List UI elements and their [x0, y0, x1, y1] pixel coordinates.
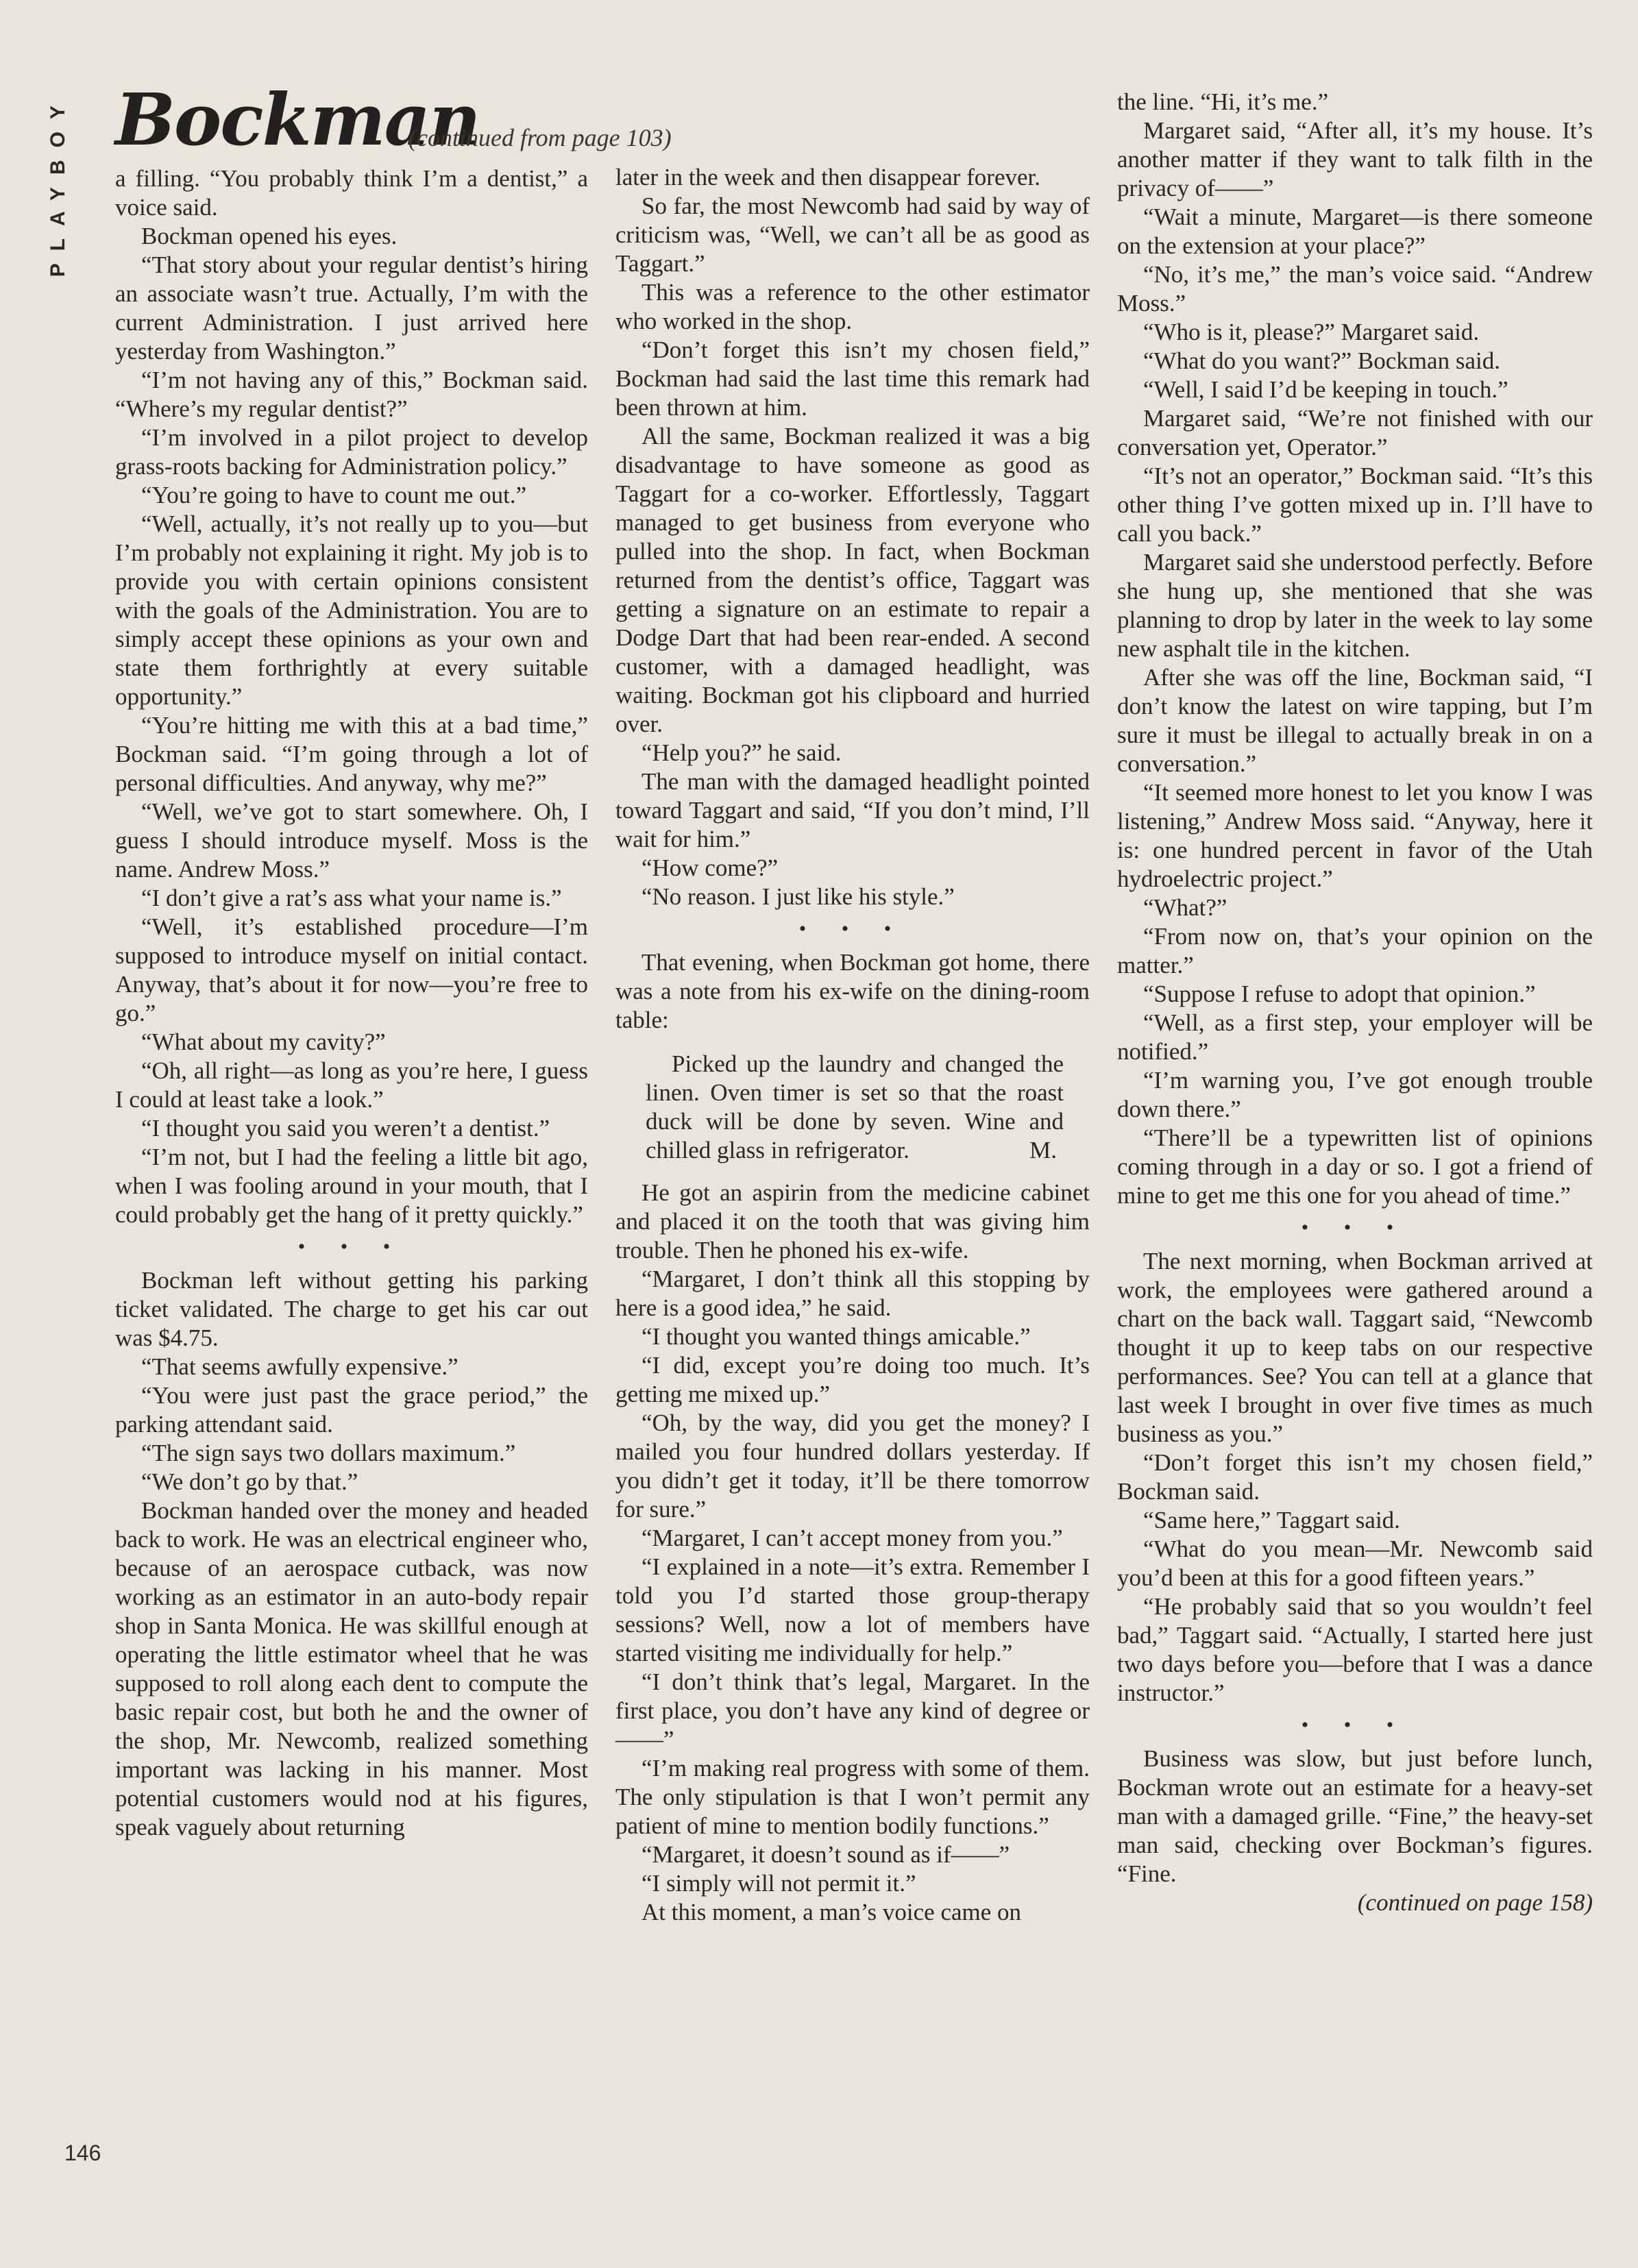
text-column-2 — [615, 163, 1090, 1927]
paragraph: “From now on, that’s your opinion on the matter.” — [1117, 923, 1593, 978]
paragraph: “You’re hitting me with this at a bad time,” Bockman said. “I’m going through a lot of personal difficulties. And anyway, why me?” — [115, 712, 588, 796]
paragraph: “What do you mean—Mr. Newcomb said you’d been at this for a good fifteen years.” — [1117, 1536, 1593, 1591]
paragraph: “We don’t go by that.” — [141, 1468, 358, 1495]
ex-wife-note — [646, 1050, 1064, 1165]
paragraph: “Well, we’ve got to start somewhere. Oh, I guess I should introduce myself. Moss is the name. Andrew Moss.” — [115, 798, 588, 883]
paragraph: “What?” — [1143, 894, 1227, 921]
paragraph: “Don’t forget this isn’t my chosen field,” Bockman had said the last time this remark had been thrown at him. — [615, 336, 1090, 421]
paragraph: This was a reference to the other estimator who worked in the shop. — [615, 279, 1090, 334]
paragraph: “I simply will not permit it.” — [641, 1870, 916, 1897]
paragraph: “I thought you said you weren’t a dentist.” — [141, 1115, 550, 1142]
paragraph: Bockman handed over the money and headed back to work. He was an electrical engineer who, because of an aerospace cutback, was now working as an estimator in an auto-body repair shop in Santa Monica. He was skillful enough at operating the little estimator wheel that he was supposed to roll along each dent to compute the basic repair cost, but both he and the owner of the shop, Mr. Newcomb, realized something important was lacking in his manner. Most potential customers would nod at his figures, speak vaguely about returning — [115, 1497, 588, 1840]
paragraph: That evening, when Bockman got home, there was a note from his ex-wife on the dining-room table: — [615, 949, 1090, 1033]
text-column-3 — [1117, 88, 1593, 1917]
paragraph: “The sign says two dollars maximum.” — [141, 1440, 516, 1466]
paragraph: “Don’t forget this isn’t my chosen field,” Bockman said. — [1117, 1449, 1593, 1505]
paragraph: “I did, except you’re doing too much. It’s getting me mixed up.” — [615, 1352, 1090, 1407]
section-break: • • • — [798, 917, 907, 940]
paragraph: Margaret said she understood perfectly. Before she hung up, she mentioned that she was planning to drop by later in the week to lay some new asphalt tile in the kitchen. — [1117, 549, 1593, 662]
section-break: • • • — [1301, 1714, 1409, 1736]
paragraph: He got an aspirin from the medicine cabinet and placed it on the tooth that was giving him trouble. Then he phoned his ex-wife. — [615, 1179, 1090, 1264]
paragraph: “Who is it, please?” Margaret said. — [1143, 319, 1480, 345]
magazine-name: PLAYBOY — [47, 93, 69, 278]
paragraph: “Well, actually, it’s not really up to you—but I’m probably not explaining it right. My job is to provide you with certain opinions consistent with the goals of the Administration. You are to simply accept these opinions as your own and state them forthrightly at every suitable opportunity.” — [115, 510, 588, 710]
paragraph: “Well, it’s established procedure—I’m supposed to introduce myself on initial contact. Anyway, that’s about it for now—you’re free to go.” — [115, 913, 588, 1026]
paragraph: “What do you want?” Bockman said. — [1143, 347, 1500, 374]
paragraph: “I’m making real progress with some of them. The only stipulation is that I won’t permit any patient of mine to mention bodily functions.” — [615, 1755, 1090, 1839]
paragraph: “Well, I said I’d be keeping in touch.” — [1143, 376, 1508, 403]
page-number: 146 — [64, 2141, 101, 2165]
paragraph: “Wait a minute, Margaret—is there someone on the extension at your place?” — [1117, 204, 1593, 259]
paragraph: “Margaret, I don’t think all this stopping by here is a good idea,” he said. — [615, 1266, 1090, 1321]
paragraph: The next morning, when Bockman arrived at work, the employees were gathered around a chart on the back wall. Taggart said, “Newcomb thought it up to keep tabs on our respective performances. See? You can tell at a glance that last week I brought in over five times as much business as you.” — [1117, 1248, 1593, 1447]
paragraph: “That seems awfully expensive.” — [141, 1353, 459, 1380]
paragraph: Margaret said, “After all, it’s my house. It’s another matter if they want to talk filth in the privacy of——” — [1117, 117, 1593, 201]
continued-on-note: (continued on page 158) — [1357, 1889, 1593, 1916]
paragraph: “What about my cavity?” — [141, 1028, 386, 1055]
paragraph: “Margaret, I can’t accept money from you.” — [641, 1525, 1063, 1551]
paragraph: Bockman left without getting his parking ticket validated. The charge to get his car out was $4.75. — [115, 1267, 588, 1351]
paragraph: “No reason. I just like his style.” — [641, 883, 955, 910]
paragraph: later in the week and then disappear forever. — [615, 164, 1041, 190]
paragraph: “Margaret, it doesn’t sound as if——” — [641, 1841, 1010, 1868]
paragraph: “I’m not, but I had the feeling a little bit ago, when I was fooling around in your mouth, that I could probably get the hang of it pretty quickly.” — [115, 1144, 588, 1228]
paragraph: the line. “Hi, it’s me.” — [1117, 88, 1329, 115]
paragraph: “I explained in a note—it’s extra. Remember I told you I’d started those group-therapy sessions? Well, now a lot of members have started visiting me individually for help.” — [615, 1553, 1090, 1666]
paragraph: “No, it’s me,” the man’s voice said. “Andrew Moss.” — [1117, 261, 1593, 317]
section-break: • • • — [1301, 1216, 1409, 1239]
paragraph: “Help you?” he said. — [641, 739, 842, 766]
section-break: • • • — [297, 1235, 406, 1258]
continued-from-note: (continued from page 103) — [408, 124, 672, 151]
paragraph: “Well, as a first step, your employer will be notified.” — [1117, 1009, 1593, 1065]
story-title: Bockman — [115, 77, 480, 162]
text-column-1 — [115, 164, 588, 1842]
paragraph: “He probably said that so you wouldn’t feel bad,” Taggart said. “Actually, I started here just two days before you—before that I was a dance instructor.” — [1117, 1593, 1593, 1706]
note-text — [646, 1050, 1064, 1165]
paragraph: “Oh, all right—as long as you’re here, I guess I could at least take a look.” — [115, 1057, 588, 1113]
paragraph: “How come?” — [641, 854, 779, 881]
paragraph: “It seemed more honest to let you know I was listening,” Andrew Moss said. “Anyway, here it is: one hundred percent in favor of the Utah hydroelectric project.” — [1117, 779, 1593, 892]
paragraph: So far, the most Newcomb had said by way of criticism was, “Well, we can’t all be as good as Taggart.” — [615, 193, 1090, 277]
paragraph: “I’m involved in a pilot project to develop grass-roots backing for Administration policy.” — [115, 424, 588, 480]
paragraph: “I’m warning you, I’ve got enough trouble down there.” — [1117, 1067, 1593, 1122]
note-signature: M. — [1029, 1137, 1057, 1163]
paragraph: Margaret said, “We’re not finished with our conversation yet, Operator.” — [1117, 405, 1593, 460]
note-body: Picked up the laundry and changed the linen. Oven timer is set so that the roast duck will be done by seven. Wine and chilled glass in refrigerator. — [646, 1050, 1064, 1163]
paragraph: “Oh, by the way, did you get the money? I mailed you four hundred dollars yesterday. If you didn’t get it today, it’ll be there tomorrow for sure.” — [615, 1409, 1090, 1523]
paragraph: All the same, Bockman realized it was a big disadvantage to have someone as good as Taggart for a co-worker. Effortlessly, Taggart managed to get business from everyone who pulled into the shop. In fact, when Bockman returned from the dentist’s office, Taggart was getting a signature on an estimate to repair a Dodge Dart that had been rear-ended. A second customer, with a damaged headlight, was waiting. Bockman got his clipboard and hurried over. — [615, 423, 1090, 737]
paragraph: “It’s not an operator,” Bockman said. “It’s this other thing I’ve gotten mixed up in. I’ll have to call you back.” — [1117, 463, 1593, 547]
paragraph: “You were just past the grace period,” the parking attendant said. — [115, 1382, 588, 1438]
paragraph: “I thought you wanted things amicable.” — [641, 1323, 1031, 1350]
paragraph: “I don’t think that’s legal, Margaret. In the first place, you don’t have any kind of degree or——” — [615, 1668, 1090, 1753]
paragraph: Business was slow, but just before lunch, Bockman wrote out an estimate for a heavy-set man with a damaged grille. “Fine,” the heavy-set man said, checking over Bockman’s figures. “Fine. — [1117, 1745, 1593, 1887]
paragraph: “I’m not having any of this,” Bockman said. “Where’s my regular dentist?” — [115, 367, 588, 422]
paragraph: “You’re going to have to count me out.” — [141, 482, 527, 508]
paragraph: Bockman opened his eyes. — [141, 223, 398, 249]
paragraph: At this moment, a man’s voice came on — [641, 1899, 1022, 1925]
paragraph: The man with the damaged headlight pointed toward Taggart and said, “If you don’t mind, I’ll wait for him.” — [615, 768, 1090, 852]
paragraph: “That story about your regular dentist’s hiring an associate wasn’t true. Actually, I’m with the current Administration. I just arrived here yesterday from Washington.” — [115, 251, 588, 365]
paragraph: “There’ll be a typewritten list of opinions coming through in a day or so. I got a friend of mine to get me this one for you ahead of time.” — [1117, 1124, 1593, 1209]
paragraph: After she was off the line, Bockman said, “I don’t know the latest on wire tapping, but I’m sure it must be illegal to actually break in on a conversation.” — [1117, 664, 1593, 777]
paragraph: “Same here,” Taggart said. — [1143, 1507, 1400, 1533]
paragraph: “I don’t give a rat’s ass what your name is.” — [141, 885, 562, 911]
paragraph: a filling. “You probably think I’m a dentist,” a voice said. — [115, 165, 588, 221]
paragraph: “Suppose I refuse to adopt that opinion.” — [1143, 981, 1536, 1007]
